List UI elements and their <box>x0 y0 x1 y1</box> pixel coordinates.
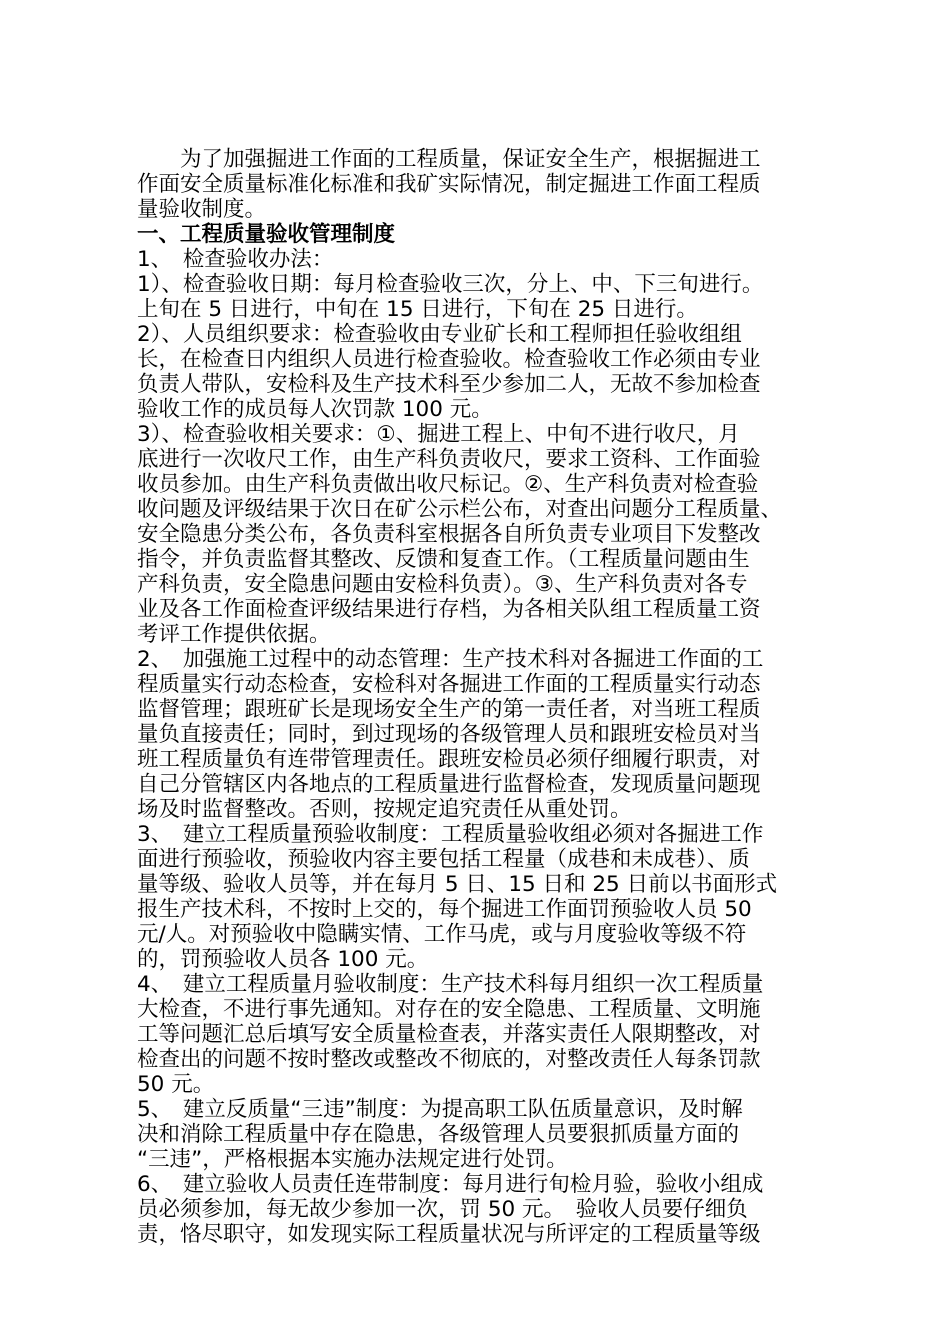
body-line: 50 元。 <box>137 1072 215 1097</box>
intro-line: 为了加强掘进工作面的工程质量，保证安全生产，根据掘进工 <box>180 147 761 172</box>
body-line: “三违”，严格根据本实施办法规定进行处罚。 <box>137 1147 568 1172</box>
body-line: 1）、检查验收日期：每月检查验收三次，分上、中、下三旬进行。 <box>137 272 764 297</box>
body-line: 4、 建立工程质量月验收制度：生产技术科每月组织一次工程质量 <box>137 972 764 997</box>
intro-line: 作面安全质量标准化标准和我矿实际情况，制定掘进工作面工程质 <box>137 172 761 197</box>
document-body <box>137 147 853 1272</box>
body-line: 班工程质量负有连带管理责任。跟班安检员必须仔细履行职责，对 <box>137 747 761 772</box>
body-line: 底进行一次收尺工作，由生产科负责收尺，要求工资科、工作面验 <box>137 447 761 472</box>
body-line <box>137 1247 853 1272</box>
body-line: 量等级、验收人员等，并在每月 5 日、15 日和 25 日前以书面形式 <box>137 872 778 897</box>
body-line: 决和消除工程质量中存在隐患，各级管理人员要狠抓质量方面的 <box>137 1122 740 1147</box>
intro-line: 量验收制度。 <box>137 197 267 222</box>
body-line: 3）、检查验收相关要求：①、掘进工程上、中旬不进行收尺，月 <box>137 422 740 447</box>
body-line: 验收工作的成员每人次罚款 100 元。 <box>137 397 493 422</box>
body-line: 报生产技术科，不按时上交的，每个掘进工作面罚预验收人员 50 <box>137 897 752 922</box>
body-line: 面进行预验收，预验收内容主要包括工程量（成巷和未成巷）、质 <box>137 847 750 872</box>
body-line: 监督管理；跟班矿长是现场安全生产的第一责任者，对当班工程质 <box>137 697 761 722</box>
body-line: 3、 建立工程质量预验收制度：工程质量验收组必须对各掘进工作 <box>137 822 764 847</box>
body-line: 检查出的问题不按时整改或整改不彻底的，对整改责任人每条罚款 <box>137 1047 761 1072</box>
body-line: 上旬在 5 日进行，中旬在 15 日进行，下旬在 25 日进行。 <box>137 297 698 322</box>
body-line: 安全隐患分类公布，各负责科室根据各自所负责专业项目下发整改 <box>137 522 761 547</box>
body-line: 责，恪尽职守，如发现实际工程质量状况与所评定的工程质量等级 <box>137 1222 761 1247</box>
body-line: 的，罚预验收人员各 100 元。 <box>137 947 429 972</box>
body-line: 2、 加强施工过程中的动态管理：生产技术科对各掘进工作面的工 <box>137 647 764 672</box>
section-title: 一、工程质量验收管理制度 <box>137 222 396 247</box>
body-line: 自己分管辖区内各地点的工程质量进行监督检查，发现质量问题现 <box>137 772 761 797</box>
body-line: 负责人带队，安检科及生产技术科至少参加二人，无故不参加检查 <box>137 372 761 397</box>
body-line: 元/人。对预验收中隐瞒实情、工作马虎，或与月度验收等级不符 <box>137 922 747 947</box>
body-line: 收员参加。由生产科负责做出收尺标记。②、生产科负责对检查验 <box>137 472 759 497</box>
body-line: 产科负责，安全隐患问题由安检科负责）。③、生产科负责对各专 <box>137 572 748 597</box>
body-line: 业及各工作面检查评级结果进行存档，为各相关队组工程质量工资 <box>137 597 761 622</box>
body-line: 长，在检查日内组织人员进行检查验收。检查验收工作必须由专业 <box>137 347 761 372</box>
body-line: 5、 建立反质量“三违”制度：为提高职工队伍质量意识，及时解 <box>137 1097 743 1122</box>
body-line: 1、 检查验收办法： <box>137 247 334 272</box>
body-line: 2）、人员组织要求：检查验收由专业矿长和工程师担任验收组组 <box>137 322 742 347</box>
body-line: 场及时监督整改。否则，按规定追究责任从重处罚。 <box>137 797 632 822</box>
body-line: 工等问题汇总后填写安全质量检查表，并落实责任人限期整改，对 <box>137 1022 761 1047</box>
body-line: 大检查，不进行事先通知。对存在的安全隐患、工程质量、文明施 <box>137 997 761 1022</box>
body-line: 收问题及评级结果于次日在矿公示栏公布，对查出问题分工程质量、 <box>137 497 783 522</box>
body-line: 程质量实行动态检查，安检科对各掘进工作面的工程质量实行动态 <box>137 672 761 697</box>
body-line: 6、 建立验收人员责任连带制度：每月进行旬检月验，验收小组成 <box>137 1172 764 1197</box>
body-line: 指令，并负责监督其整改、反馈和复查工作。（工程质量问题由生 <box>137 547 750 572</box>
body-line: 量负直接责任；同时，到过现场的各级管理人员和跟班安检员对当 <box>137 722 761 747</box>
body-line: 员必须参加，每无故少参加一次，罚 50 元。 验收人员要仔细负 <box>137 1197 748 1222</box>
body-line: 考评工作提供依据。 <box>137 622 331 647</box>
